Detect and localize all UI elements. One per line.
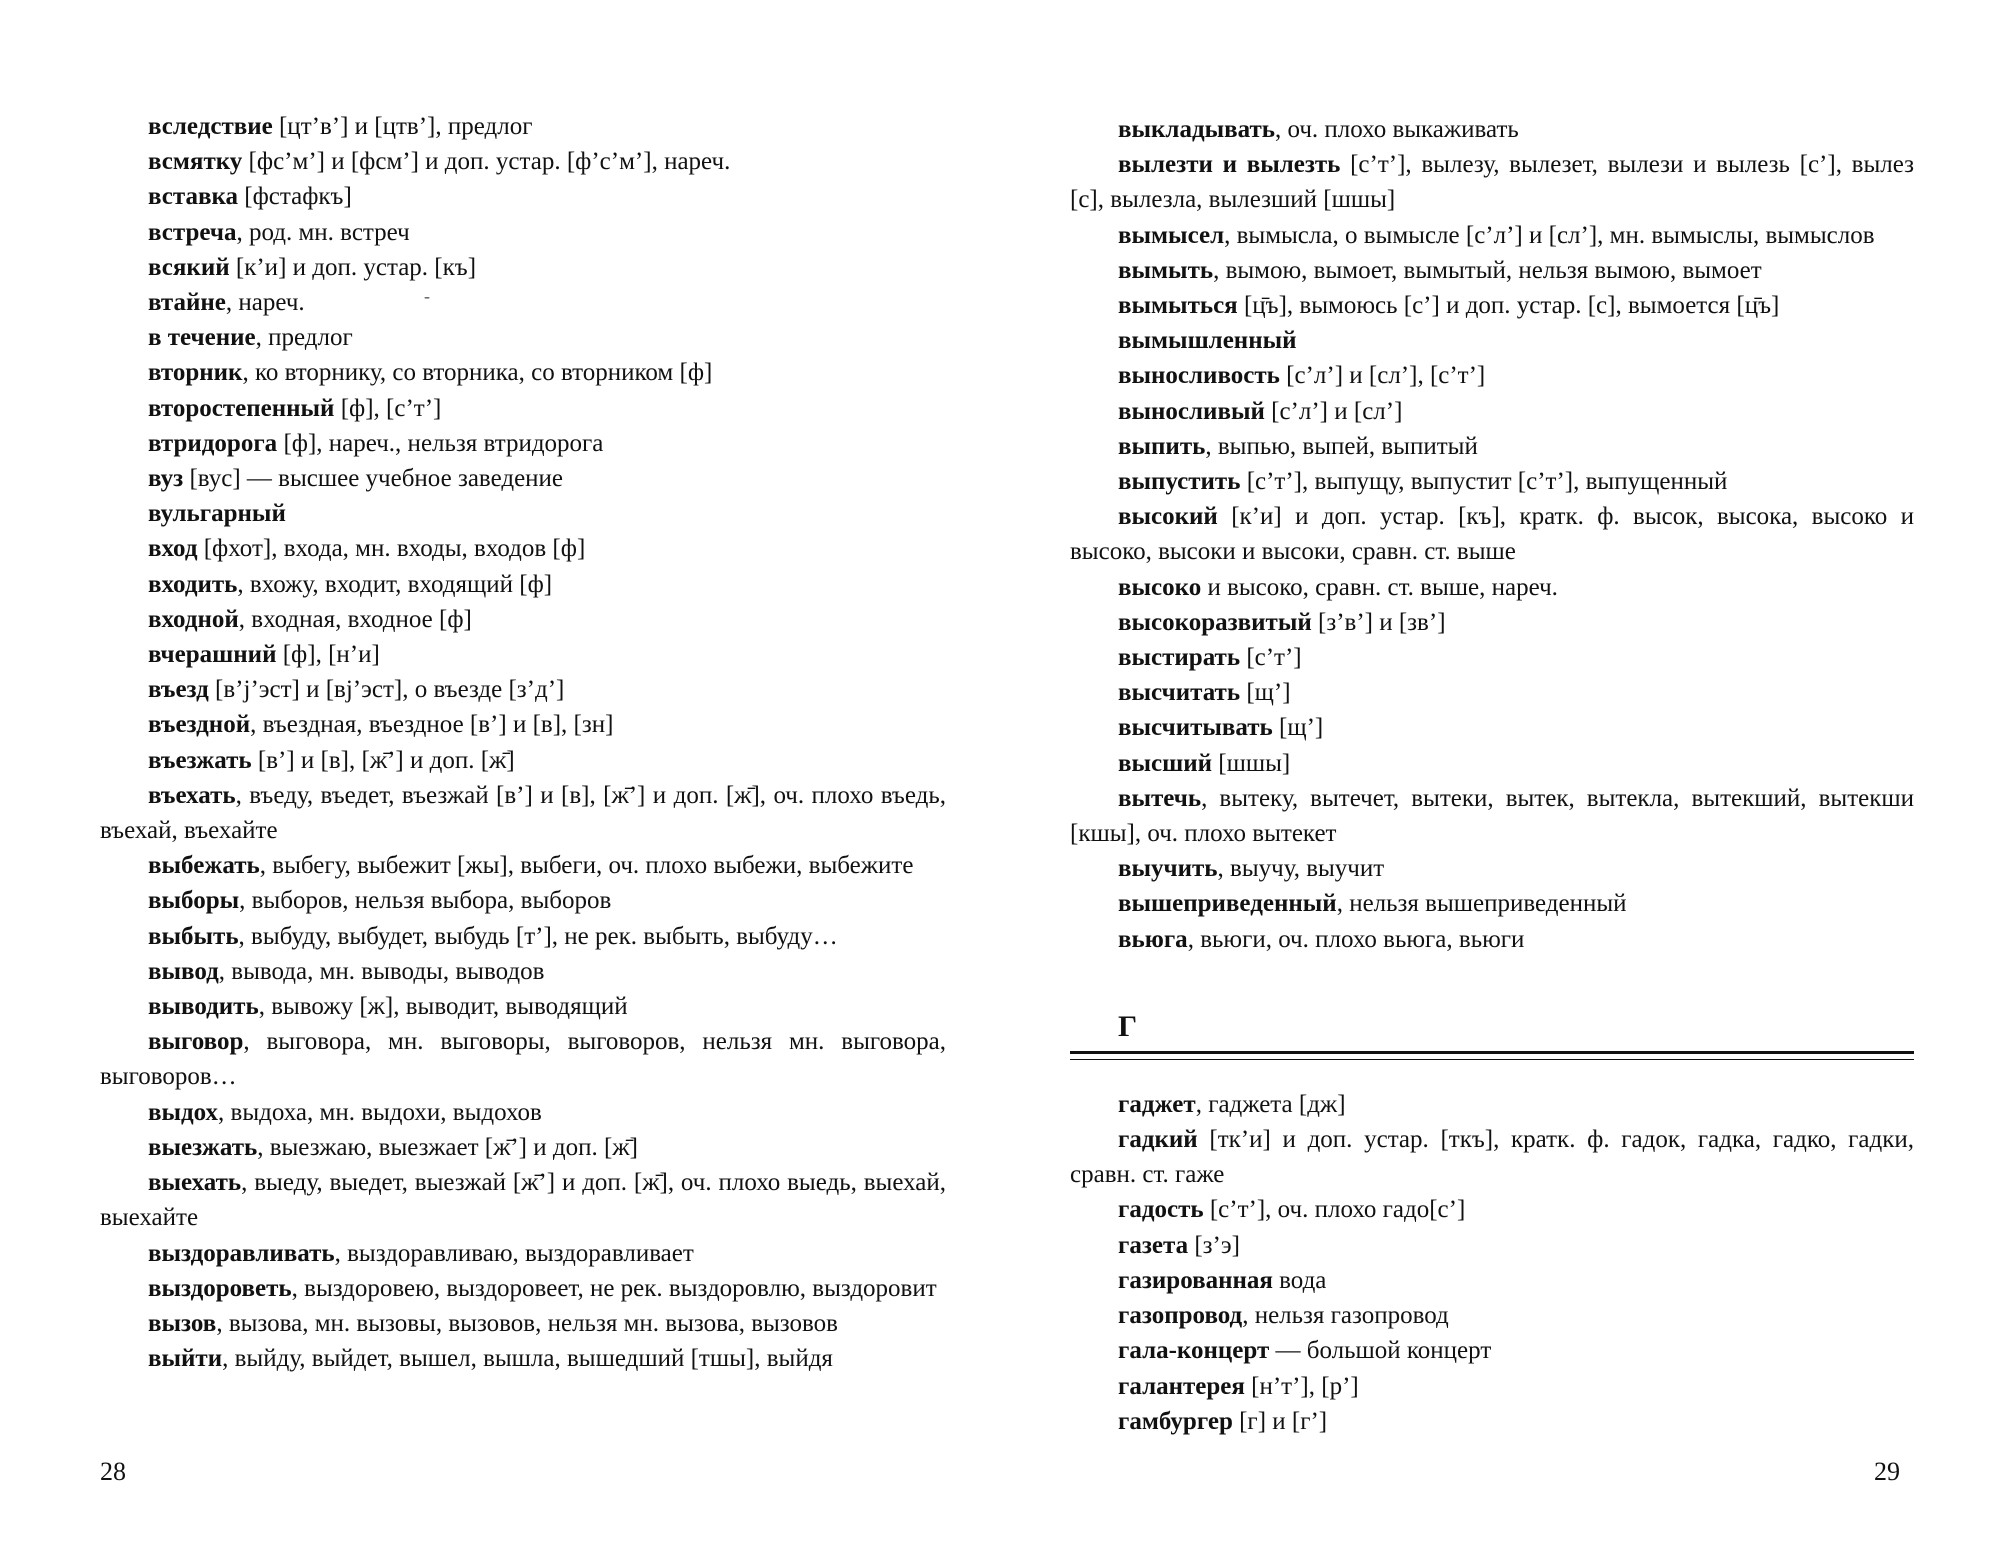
entry-headword: высчитать [1118,679,1241,707]
entry-definition: , въеду, въедет, въезжай [в’] и [в], [ж̄’] и доп. [ж̄], оч. плохо въедь, въехай, въехайте [100,781,946,845]
dictionary-entry [1070,112,1914,147]
entry-headword: гадкий [1118,1126,1198,1154]
entry-headword: выехать [148,1169,242,1197]
dictionary-entry [1070,1404,1914,1439]
entry-headword: высоко [1118,573,1202,601]
entry-definition: [к’и] и доп. устар. [къ], кратк. ф. высок, высока, высоко и высоко, высоки и высоки, сравн. ст. выше [1070,503,1914,566]
entry-headword: входной [148,605,239,633]
entry-headword: выстирать [1118,644,1241,672]
dictionary-entry [100,707,946,742]
dictionary-entry [100,919,946,954]
dictionary-entry [1070,253,1914,288]
entry-definition: [ф], нареч., нельзя втридорога [277,429,604,457]
entry-definition: , выучу, выучит [1217,855,1385,883]
right-page [1000,0,2000,1552]
section-header [1070,975,1914,1087]
dictionary-entry [100,883,946,918]
entry-headword: выносливый [1118,397,1265,425]
entry-headword: въезжать [148,746,252,774]
dictionary-entry [100,1236,946,1271]
entry-headword: выборы [148,887,240,915]
dictionary-entry [1070,394,1914,429]
dictionary-entry [1070,1192,1914,1227]
dictionary-entry [100,285,946,320]
entry-headword: выбыть [148,922,239,950]
entry-definition: , нельзя газопровод [1242,1302,1449,1330]
entry-headword: выносливость [1118,362,1280,390]
entry-definition: , выговора, мн. выговоры, выговоров, нельзя мн. выговора, выговоров… [100,1028,946,1091]
dictionary-entry [1070,746,1914,781]
entry-headword: выдох [148,1098,219,1126]
entry-definition: , вывожу [ж], выводит, выводящий [258,993,628,1021]
dictionary-entry [1070,640,1914,675]
entry-headword: гадость [1118,1196,1204,1224]
entry-headword: встреча [148,218,237,246]
dictionary-entry [100,672,946,707]
entry-definition: [н’т’], [р’] [1244,1372,1359,1400]
dictionary-entry [1070,499,1914,569]
entry-definition: , вымою, вымоет, вымытый, нельзя вымою, вымоет [1213,256,1762,284]
dictionary-entry [100,391,946,426]
dictionary-entry [1070,288,1914,323]
entry-definition: [с’т’] [1240,644,1302,672]
dictionary-entry [1070,710,1914,745]
entry-headword: вследствие [148,113,273,140]
entry-headword: въездной [148,711,251,739]
entry-definition: [с’т’], вылезу, вылезет, вылези и вылезь [с’], вылез [с], вылезла, вылезший [шшы] [1070,151,1915,214]
dictionary-entry [100,778,946,848]
entry-definition: [с’т’], выпущу, выпустит [с’т’], выпущенный [1240,468,1728,496]
page-number: 28 [100,1457,126,1486]
dictionary-entry [100,531,946,566]
entry-headword: вымыться [1118,292,1238,320]
right-dictionary-column [1070,112,1914,1439]
entry-headword: выезжать [148,1133,258,1161]
entry-headword: выучить [1118,855,1218,883]
entry-definition: [цт’в’] и [цтв’], предлог [272,113,533,140]
section-letter: Г [1118,1009,1138,1043]
entry-headword: газированная [1118,1266,1273,1294]
dictionary-entry [1070,1087,1914,1122]
entry-headword: выкладывать [1118,116,1275,143]
entry-definition: [щ’] [1272,714,1324,742]
dictionary-entry [100,1130,946,1165]
dictionary-entry [100,215,946,250]
entry-headword: всмятку [148,148,243,176]
entry-definition: , выдоха, мн. выдохи, выдохов [218,1098,542,1126]
dictionary-entry [100,496,946,531]
dictionary-entry [100,179,946,214]
entry-definition: [з’в’] и [зв’] [1311,608,1446,636]
dictionary-entry [1070,147,1914,217]
dictionary-entry [100,637,946,672]
dictionary-entry [1070,1298,1914,1333]
entry-headword: въезд [148,676,209,704]
entry-headword: в течение [148,324,256,352]
entry-definition: вода [1272,1266,1327,1294]
dictionary-entry [100,355,946,390]
dictionary-entry [100,848,946,883]
entry-definition: [в’j’эст] и [вj’эст], о въезде [з’д’] [208,676,565,704]
left-dictionary-column [100,109,946,1376]
entry-definition: , выеду, выедет, выезжай [ж̄’] и доп. [ж̄], оч. плохо выедь, выехай, выехайте [100,1169,946,1232]
dictionary-entry [100,1024,946,1094]
dictionary-entry [100,989,946,1024]
entry-headword: выговор [148,1028,244,1056]
entry-definition: [з’э] [1188,1231,1240,1259]
entry-headword: входить [148,570,238,598]
entry-definition: [в’] и [в], [ж̄’] и доп. [ж̄] [251,746,515,774]
entry-definition: , входная, входное [ф] [238,605,472,633]
entry-headword: газета [1118,1231,1189,1259]
dictionary-entry [100,426,946,461]
entry-definition: [фс’м’] и [фсм’] и доп. устар. [ф’с’м’], нареч. [242,148,731,176]
entry-headword: выводить [148,993,259,1021]
entry-headword: втайне [148,289,226,317]
entry-definition: [ф], [с’т’] [334,394,442,422]
entry-definition: [с’л’] и [сл’] [1264,397,1403,425]
entry-headword: вьюга [1118,925,1188,953]
dictionary-entry [100,1341,946,1376]
section-divider [1070,1051,1914,1060]
dictionary-entry [100,1165,946,1235]
entry-definition: , выйду, выйдет, вышел, вышла, вышедший [тшы], выйдя [222,1345,833,1373]
dictionary-entry [100,1306,946,1341]
entry-definition: , вытеку, вытечет, вытеки, вытек, вытекла, вытекший, вытекши [кшы], оч. плохо вытекет [1070,784,1914,848]
entry-headword: второстепенный [148,394,335,422]
entry-definition: , предлог [255,324,353,352]
entry-headword: газопровод [1118,1302,1243,1330]
entry-headword: гаджет [1118,1090,1196,1118]
entry-definition: , выезжаю, выезжает [ж̄’] и доп. [ж̄] [257,1133,638,1161]
entry-definition: [ц̄ъ], вымоюсь [с’] и доп. устар. [с], вымоется [ц̄ъ] [1237,292,1780,320]
entry-definition: , выпью, выпей, выпитый [1205,432,1478,460]
entry-definition: [шшы] [1212,749,1291,777]
dictionary-entry [1070,429,1914,464]
entry-headword: выйти [148,1345,223,1373]
entry-headword: вылезти и вылезть [1118,151,1341,179]
entry-headword: высший [1118,749,1213,777]
dictionary-entry [100,320,946,355]
dictionary-entry [1070,323,1914,358]
entry-definition: [фстафкъ] [238,183,352,211]
entry-definition: , выборов, нельзя выбора, выборов [239,887,612,915]
entry-headword: вызов [148,1309,217,1337]
entry-definition: , ко вторнику, со вторника, со вторником [ф] [242,359,713,387]
entries-v-continued [1070,112,1914,957]
entry-headword: гала-концерт [1118,1337,1270,1365]
entry-headword: выпустить [1118,468,1241,496]
entry-definition: , въездная, въездное [в’] и [в], [зн] [250,711,614,739]
entry-headword: вторник [148,359,243,387]
entry-headword: выздоравливать [148,1239,335,1267]
entry-headword: вымыть [1118,256,1214,284]
entry-headword: всякий [148,253,230,281]
entry-definition: , оч. плохо выкаживать [1274,116,1519,143]
entry-definition: [к’и] и доп. устар. [къ] [229,253,477,281]
entry-headword: вульгарный [148,500,286,528]
dictionary-entry [1070,570,1914,605]
dictionary-entry [100,1271,946,1306]
dictionary-entry [1070,675,1914,710]
entry-headword: вышеприведенный [1118,890,1337,918]
entry-headword: гамбургер [1118,1407,1233,1435]
entry-definition: [фхот], входа, мн. входы, входов [ф] [197,535,586,563]
entry-definition: [г] и [г’] [1232,1407,1328,1435]
entry-headword: выздороветь [148,1274,292,1302]
dictionary-entry [100,954,946,989]
entry-definition: , выздоравливаю, выздоравливает [334,1239,694,1267]
entry-headword: въехать [148,781,236,809]
entry-headword: выбежать [148,852,260,880]
entry-definition: , вымысла, о вымысле [с’л’] и [сл’], мн. вымыслы, вымыслов [1224,221,1875,249]
entry-definition: [тк’и] и доп. устар. [ткъ], кратк. ф. гадок, гадка, гадко, гадки, сравн. ст. гаже [1070,1126,1914,1189]
entry-definition: , нареч. [225,289,305,317]
entry-definition: [вус] — высшее учебное заведение [183,465,564,493]
dictionary-entry [100,743,946,778]
dictionary-entry [100,1095,946,1130]
print-speck: - [424,286,430,306]
entry-definition: , гаджета [дж] [1195,1090,1346,1118]
entry-definition: и высоко, сравн. ст. выше, нареч. [1201,573,1558,601]
entry-headword: галантерея [1118,1372,1245,1400]
dictionary-entry [100,250,946,285]
entry-definition: , вхожу, входит, входящий [ф] [237,570,553,598]
dictionary-entry [1070,1333,1914,1368]
entry-headword: высчитывать [1118,714,1273,742]
dictionary-entry [1070,605,1914,640]
entry-definition: , выбуду, выбудет, выбудь [т’], не рек. выбыть, выбуду… [238,922,838,950]
dictionary-entry [1070,886,1914,921]
dictionary-entry [1070,1122,1914,1192]
dictionary-entry [1070,1228,1914,1263]
entry-headword: вымышленный [1118,327,1297,355]
entry-headword: вымысел [1118,221,1225,249]
entry-definition: , нельзя вышеприведенный [1336,890,1627,918]
entry-headword: вставка [148,183,239,211]
entry-definition: , вьюги, оч. плохо вьюга, вьюги [1187,925,1525,953]
dictionary-entry [1070,358,1914,393]
entry-headword: вчерашний [148,641,277,669]
entry-headword: вывод [148,957,219,985]
entry-definition: , выбегу, выбежит [жы], выбеги, оч. плохо выбежи, выбежите [259,852,914,880]
entry-definition: — большой концерт [1269,1337,1492,1365]
dictionary-entry [1070,218,1914,253]
entry-headword: высокий [1118,503,1218,531]
entry-headword: выпить [1118,432,1206,460]
dictionary-entry [100,567,946,602]
entry-headword: вуз [148,465,184,493]
entry-definition: , вызова, мн. вызовы, вызовов, нельзя мн. вызова, вызовов [216,1309,838,1337]
dictionary-entry [100,602,946,637]
entry-definition: , вывода, мн. выводы, выводов [218,957,545,985]
entry-definition: [с’л’] и [сл’], [с’т’] [1279,362,1486,390]
dictionary-entry [100,109,946,144]
entry-headword: высокоразвитый [1118,608,1312,636]
entry-headword: вытечь [1118,784,1202,812]
dictionary-entry [100,144,946,179]
dictionary-entry [100,461,946,496]
page-number: 29 [1874,1457,1900,1486]
entry-headword: вход [148,535,198,563]
dictionary-entry [1070,1263,1914,1298]
entry-definition: , выздоровею, выздоровеет, не рек. выздоровлю, выздоровит [291,1274,937,1302]
entries-g [1070,1087,1914,1439]
entry-definition: [с’т’], оч. плохо гадо[с’] [1203,1196,1466,1224]
entry-definition: [щ’] [1240,679,1291,707]
entry-definition: [ф], [н’и] [276,641,380,669]
entry-definition: , род. мн. встреч [236,218,410,246]
dictionary-entry [1070,781,1914,851]
dictionary-entry [1070,464,1914,499]
dictionary-entry [1070,851,1914,886]
dictionary-entry [1070,922,1914,957]
dictionary-entry [1070,1369,1914,1404]
entry-headword: втридорога [148,429,278,457]
